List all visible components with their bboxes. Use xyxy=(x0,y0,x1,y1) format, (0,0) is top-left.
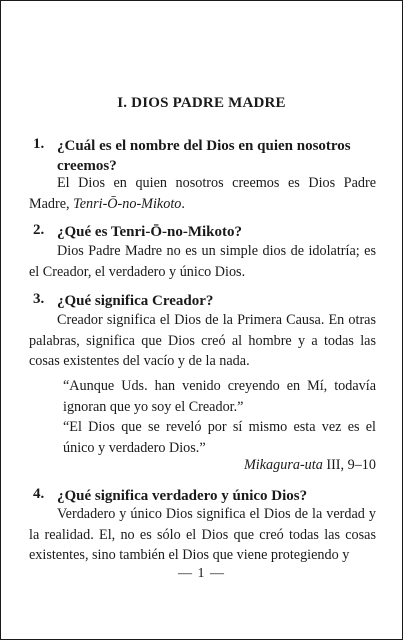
question-heading: ¿Qué significa verdadero y único Dios? xyxy=(57,488,308,504)
answer-end: . xyxy=(181,195,185,212)
god-name-italic: Tenri-Ō-no-Mikoto xyxy=(73,195,182,212)
question-number: 3. xyxy=(33,291,45,307)
chapter-title: I. DIOS PADRE MADRE xyxy=(117,95,286,111)
scripture-quote xyxy=(63,376,376,458)
quote-citation xyxy=(244,457,376,474)
answer-paragraph: Verdadero y único Dios significa el Dios de la verdad y la realidad. El, no es sólo el Dios que creó todas las cosas existentes, sino también el Dios que viene protegiendo y xyxy=(29,506,376,563)
page-number: — 1 — xyxy=(178,566,225,581)
citation-title: Mikagura-uta xyxy=(243,457,323,473)
question-heading: ¿Qué es Tenri-Ō-no-Mikoto? xyxy=(57,224,243,240)
answer-paragraph xyxy=(29,173,376,214)
question-number: 2. xyxy=(33,222,45,238)
answer-text: El Dios en quien nosotros creemos es Dios Padre Madre, xyxy=(29,175,376,212)
quote-line: “Aunque Uds. han venido creyendo en Mí, todavía ignoran que yo soy el Creador.” xyxy=(63,378,376,415)
question-heading: ¿Cuál es el nombre del Dios en quien nosotros creemos? xyxy=(57,138,351,174)
answer-paragraph: Creador significa el Dios de la Primera Causa. En otras palabras, significa que Dios creó al hombre y a todas las cosas existentes del vacío y de la nada. xyxy=(29,312,376,369)
quote-line: “El Dios que se reveló por sí mismo esta vez es el único y verdadero Dios.” xyxy=(63,419,376,456)
question-number: 4. xyxy=(33,486,45,502)
question-heading: ¿Qué significa Creador? xyxy=(57,293,214,309)
answer-paragraph: Dios Padre Madre no es un simple dios de idolatría; es el Creador, el verdadero y único Dios. xyxy=(29,243,376,280)
question-number: 1. xyxy=(33,136,45,152)
citation-ref: III, 9–10 xyxy=(322,457,376,473)
